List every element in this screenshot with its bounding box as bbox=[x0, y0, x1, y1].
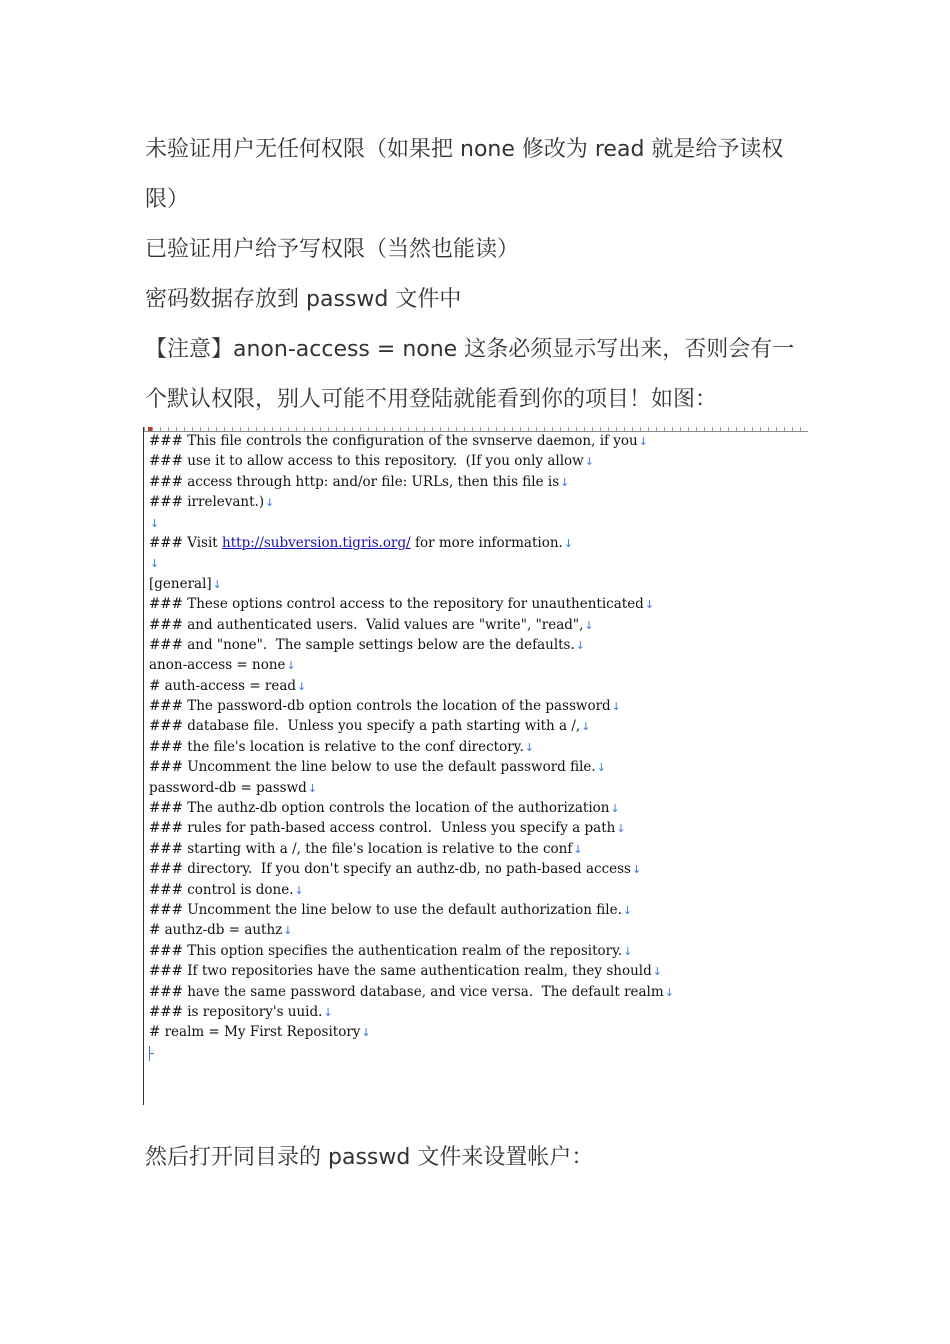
line-break-icon: ↓ bbox=[297, 679, 307, 693]
code-line bbox=[149, 615, 674, 635]
cursor-line[interactable] bbox=[149, 1043, 674, 1063]
code-line bbox=[149, 594, 674, 614]
code-text: ### This option specifies the authentication realm of the repository. bbox=[149, 942, 623, 959]
code-line bbox=[149, 778, 674, 798]
code-text: ### the file's location is relative to the conf directory. bbox=[149, 738, 524, 755]
code-text: ### Uncomment the line below to use the default password file. bbox=[149, 759, 596, 776]
code-text: ### The password-db option controls the location of the password bbox=[149, 698, 611, 715]
line-break-icon: ↓ bbox=[616, 822, 626, 836]
line-break-icon: ↓ bbox=[361, 1026, 371, 1040]
code-line bbox=[149, 839, 674, 859]
code-text: ### The authz-db option controls the location of the authorization bbox=[149, 800, 610, 817]
code-line bbox=[149, 859, 674, 879]
line-break-icon: ↓ bbox=[283, 924, 293, 938]
line-break-icon: ↓ bbox=[560, 475, 570, 489]
line-break-icon: ↓ bbox=[286, 659, 296, 673]
code-text: [general] bbox=[149, 575, 212, 592]
line-break-icon: ↓ bbox=[652, 965, 662, 979]
code-text: ### Uncomment the line below to use the default authorization file. bbox=[149, 901, 622, 918]
line-break-icon: ↓ bbox=[611, 700, 621, 714]
paragraph-unauthenticated-users: 未验证用户无任何权限（如果把 none 修改为 read 就是给予读权 bbox=[145, 137, 784, 162]
line-break-icon: ↓ bbox=[610, 802, 620, 816]
code-text: # auth-access = read bbox=[149, 677, 297, 694]
code-lines bbox=[149, 431, 674, 1063]
code-text: ### control is done. bbox=[149, 881, 294, 898]
line-break-icon: ↓ bbox=[644, 598, 655, 612]
line-break-icon: ↓ bbox=[581, 720, 591, 734]
line-break-icon: ↓ bbox=[294, 883, 304, 897]
line-break-icon: ↓ bbox=[323, 1005, 333, 1019]
line-break-icon: ↓ bbox=[150, 516, 160, 530]
line-break-icon: ↓ bbox=[307, 781, 318, 795]
line-break-icon: ↓ bbox=[596, 761, 606, 775]
code-line bbox=[149, 533, 674, 553]
code-line bbox=[149, 798, 674, 818]
code-line bbox=[149, 492, 674, 512]
code-line bbox=[149, 716, 674, 736]
code-text: ### have the same password database, and vice versa. The default realm bbox=[149, 983, 664, 1000]
code-line bbox=[149, 1002, 674, 1022]
paragraph-password-db: 密码数据存放到 passwd 文件中 bbox=[145, 287, 462, 312]
code-text: ### These options control access to the repository for unauthenticated bbox=[149, 596, 644, 613]
line-break-icon: ↓ bbox=[584, 618, 594, 632]
code-line bbox=[149, 676, 674, 696]
line-break-icon: ↓ bbox=[265, 496, 275, 510]
code-line bbox=[149, 655, 674, 675]
code-text: ### and "none". The sample settings below are the defaults. bbox=[149, 636, 575, 653]
code-line bbox=[149, 941, 674, 961]
code-line bbox=[149, 880, 674, 900]
code-text: ### use it to allow access to this repository. (If you only allow bbox=[149, 453, 584, 470]
line-break-icon: ↓ bbox=[575, 638, 585, 652]
code-text: password-db = passwd bbox=[149, 779, 307, 796]
code-text: ### database file. Unless you specify a path starting with a /, bbox=[149, 718, 581, 735]
line-break-icon: ↓ bbox=[622, 903, 633, 917]
paragraph-authenticated-users: 已验证用户给予写权限（当然也能读） bbox=[145, 237, 520, 262]
code-text: ### Visit bbox=[149, 534, 223, 551]
code-text: ### and authenticated users. Valid values are "write", "read", bbox=[149, 616, 584, 633]
code-line bbox=[149, 574, 674, 594]
code-text: # authz-db = authz bbox=[149, 922, 283, 939]
line-break-icon: ↓ bbox=[524, 740, 535, 754]
code-line bbox=[149, 513, 674, 533]
code-text: ### irrelevant.) bbox=[149, 494, 265, 511]
code-text: ### is repository's uuid. bbox=[149, 1003, 323, 1020]
line-break-icon: ↓ bbox=[563, 536, 574, 550]
code-line bbox=[149, 818, 674, 838]
code-line bbox=[149, 553, 674, 573]
code-line bbox=[149, 696, 674, 716]
code-line bbox=[149, 920, 674, 940]
code-text: ### rules for path-based access control. Unless you specify a path bbox=[149, 820, 616, 837]
paragraph-unauthenticated-users-cont: 限） bbox=[145, 187, 190, 212]
line-break-icon: ↓ bbox=[584, 455, 594, 469]
code-line bbox=[149, 451, 674, 471]
code-text: ### starting with a /, the file's location is relative to the conf bbox=[149, 840, 573, 857]
code-text: # realm = My First Repository bbox=[149, 1024, 361, 1041]
code-text: ### directory. If you don't specify an authz-db, no path-based access bbox=[149, 861, 631, 878]
code-line bbox=[149, 757, 674, 777]
code-text: ### If two repositories have the same authentication realm, they should bbox=[149, 963, 652, 980]
line-break-icon: ↓ bbox=[632, 863, 642, 877]
paragraph-note-cont: 个默认权限，别人可能不用登陆就能看到你的项目！如图： bbox=[145, 387, 718, 412]
code-text: ### access through http: and/or file: URLs, then this file is bbox=[149, 473, 560, 490]
code-text: ### This file controls the configuration of the svnserve daemon, if you bbox=[149, 433, 638, 449]
config-file-screenshot bbox=[143, 427, 808, 1105]
line-break-icon: ↓ bbox=[573, 842, 583, 856]
paragraph-note: 【注意】anon-access = none 这条必须显示写出来，否则会有一 bbox=[145, 337, 795, 362]
line-break-icon: ↓ bbox=[212, 577, 222, 591]
code-line bbox=[149, 431, 674, 451]
code-text: anon-access = none bbox=[149, 657, 286, 674]
code-line bbox=[149, 737, 674, 757]
subversion-link[interactable]: http://subversion.tigris.org/ bbox=[222, 534, 411, 551]
code-line bbox=[149, 900, 674, 920]
cursor-tick-icon bbox=[150, 1053, 154, 1054]
code-text: for more information. bbox=[410, 534, 563, 551]
line-break-icon: ↓ bbox=[150, 557, 160, 571]
paragraph-open-passwd: 然后打开同目录的 passwd 文件来设置帐户： bbox=[145, 1145, 594, 1170]
line-break-icon: ↓ bbox=[638, 435, 648, 448]
code-line bbox=[149, 472, 674, 492]
code-line bbox=[149, 982, 674, 1002]
line-break-icon: ↓ bbox=[623, 944, 633, 958]
code-line bbox=[149, 635, 674, 655]
line-break-icon: ↓ bbox=[664, 985, 674, 999]
code-line bbox=[149, 961, 674, 981]
code-line bbox=[149, 1022, 674, 1042]
